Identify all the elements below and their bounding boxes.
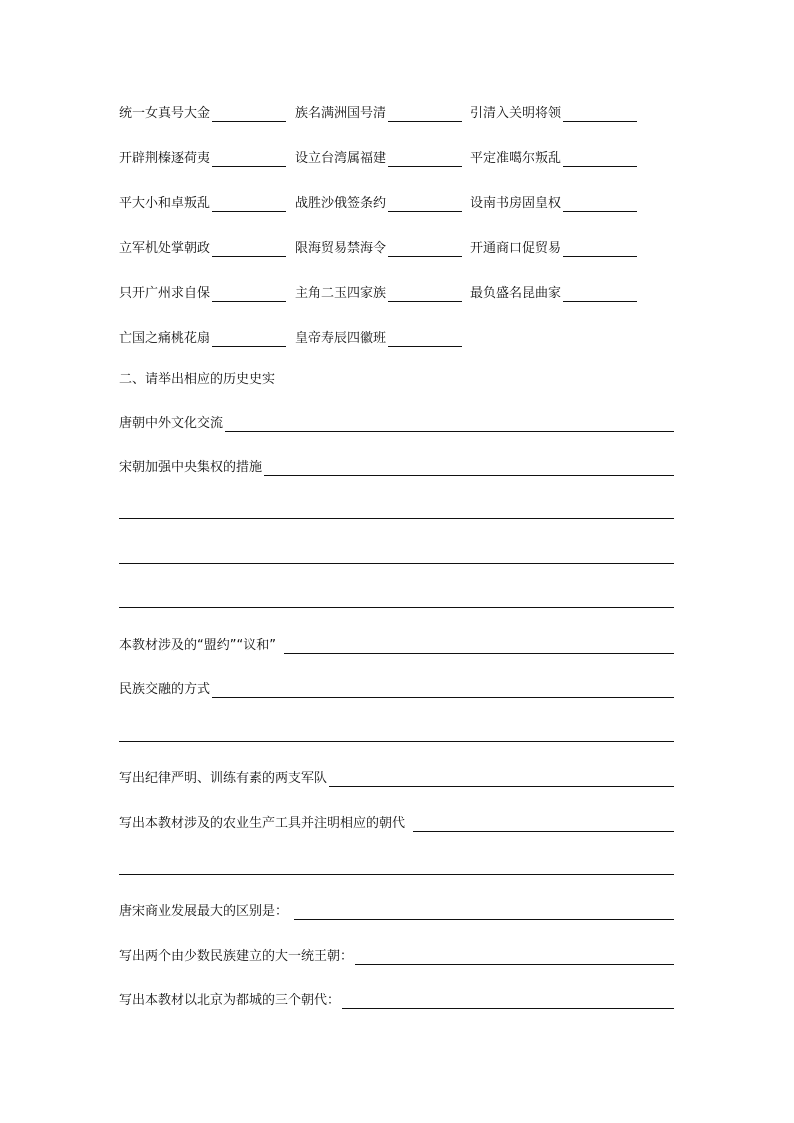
question-label: 宋朝加强中央集权的措施 (119, 460, 263, 475)
match-item (119, 145, 286, 167)
match-item-label: 只开广州求自保 (119, 286, 211, 301)
match-item-label: 最负盛名昆曲家 (470, 286, 562, 301)
question-label: 写出本教材以北京为都城的三个朝代： (119, 993, 341, 1008)
match-item-label: 立军机处掌朝政 (119, 241, 211, 256)
answer-line[interactable] (355, 950, 674, 965)
match-item (470, 235, 637, 257)
question-label: 唐朝中外文化交流 (119, 416, 224, 431)
question-row (119, 765, 674, 787)
answer-blank[interactable] (563, 197, 637, 212)
answer-line[interactable] (342, 994, 674, 1009)
question-label: 本教材涉及的“盟约”“议和” (119, 638, 276, 653)
match-item (295, 280, 462, 302)
match-item (119, 190, 286, 212)
answer-blank[interactable] (212, 152, 286, 167)
match-item (119, 325, 286, 347)
question-row (119, 810, 674, 832)
question-row (119, 454, 674, 476)
question-label: 写出两个由少数民族建立的大一统王朝： (119, 949, 354, 964)
answer-blank[interactable] (212, 197, 286, 212)
match-item (470, 145, 637, 167)
answer-line[interactable] (119, 607, 674, 608)
answer-blank[interactable] (388, 152, 462, 167)
answer-blank[interactable] (388, 107, 462, 122)
match-item-label: 统一女真号大金 (119, 106, 211, 121)
match-item-label: 皇帝寿辰四徽班 (295, 331, 387, 346)
match-item-label: 开通商口促贸易 (470, 241, 562, 256)
question-row (119, 987, 674, 1009)
question-row (119, 898, 674, 920)
answer-blank[interactable] (212, 242, 286, 257)
answer-line[interactable] (119, 518, 674, 519)
answer-blank[interactable] (388, 242, 462, 257)
answer-line[interactable] (413, 817, 674, 832)
answer-blank[interactable] (563, 242, 637, 257)
question-row (119, 943, 674, 965)
match-item-label: 战胜沙俄签条约 (295, 196, 387, 211)
match-item (295, 325, 462, 347)
match-item-label: 开辟荆榛逐荷夷 (119, 151, 211, 166)
question-row (119, 632, 674, 654)
answer-blank[interactable] (563, 152, 637, 167)
match-item (295, 235, 462, 257)
match-item-label: 主角二玉四家族 (295, 286, 387, 301)
answer-line[interactable] (284, 639, 674, 654)
answer-line[interactable] (119, 741, 674, 742)
answer-blank[interactable] (212, 332, 286, 347)
match-item (119, 100, 286, 122)
answer-blank[interactable] (388, 197, 462, 212)
match-item (295, 190, 462, 212)
question-label: 写出纪律严明、训练有素的两支军队 (119, 771, 328, 786)
match-item-label: 引清入关明将领 (470, 106, 562, 121)
answer-line[interactable] (294, 905, 674, 920)
question-row (119, 410, 674, 432)
answer-blank[interactable] (212, 107, 286, 122)
section-two-title: 二、请举出相应的历史史实 (119, 372, 276, 387)
question-label: 写出本教材涉及的农业生产工具并注明相应的朝代 (119, 816, 406, 831)
match-item-label: 亡国之痛桃花扇 (119, 331, 211, 346)
answer-blank[interactable] (212, 287, 286, 302)
question-label: 唐宋商业发展最大的区别是： (119, 904, 289, 919)
answer-blank[interactable] (388, 332, 462, 347)
match-item (119, 280, 286, 302)
answer-blank[interactable] (388, 287, 462, 302)
answer-blank[interactable] (563, 107, 637, 122)
match-item (295, 145, 462, 167)
answer-line[interactable] (329, 772, 674, 787)
question-label: 民族交融的方式 (119, 682, 211, 697)
answer-blank[interactable] (563, 287, 637, 302)
answer-line[interactable] (119, 874, 674, 875)
match-item-label: 限海贸易禁海令 (295, 241, 387, 256)
match-item (295, 100, 462, 122)
answer-line[interactable] (264, 461, 674, 476)
question-row (119, 676, 674, 698)
match-item (470, 100, 637, 122)
match-item-label: 设南书房固皇权 (470, 196, 562, 211)
match-item-label: 平大小和卓叛乱 (119, 196, 211, 211)
match-item (470, 280, 637, 302)
answer-line[interactable] (225, 417, 674, 432)
answer-line[interactable] (212, 683, 674, 698)
match-item-label: 平定准噶尔叛乱 (470, 151, 562, 166)
answer-line[interactable] (119, 563, 674, 564)
match-item-label: 族名满洲国号清 (295, 106, 387, 121)
match-item (119, 235, 286, 257)
match-item (470, 190, 637, 212)
match-item-label: 设立台湾属福建 (295, 151, 387, 166)
